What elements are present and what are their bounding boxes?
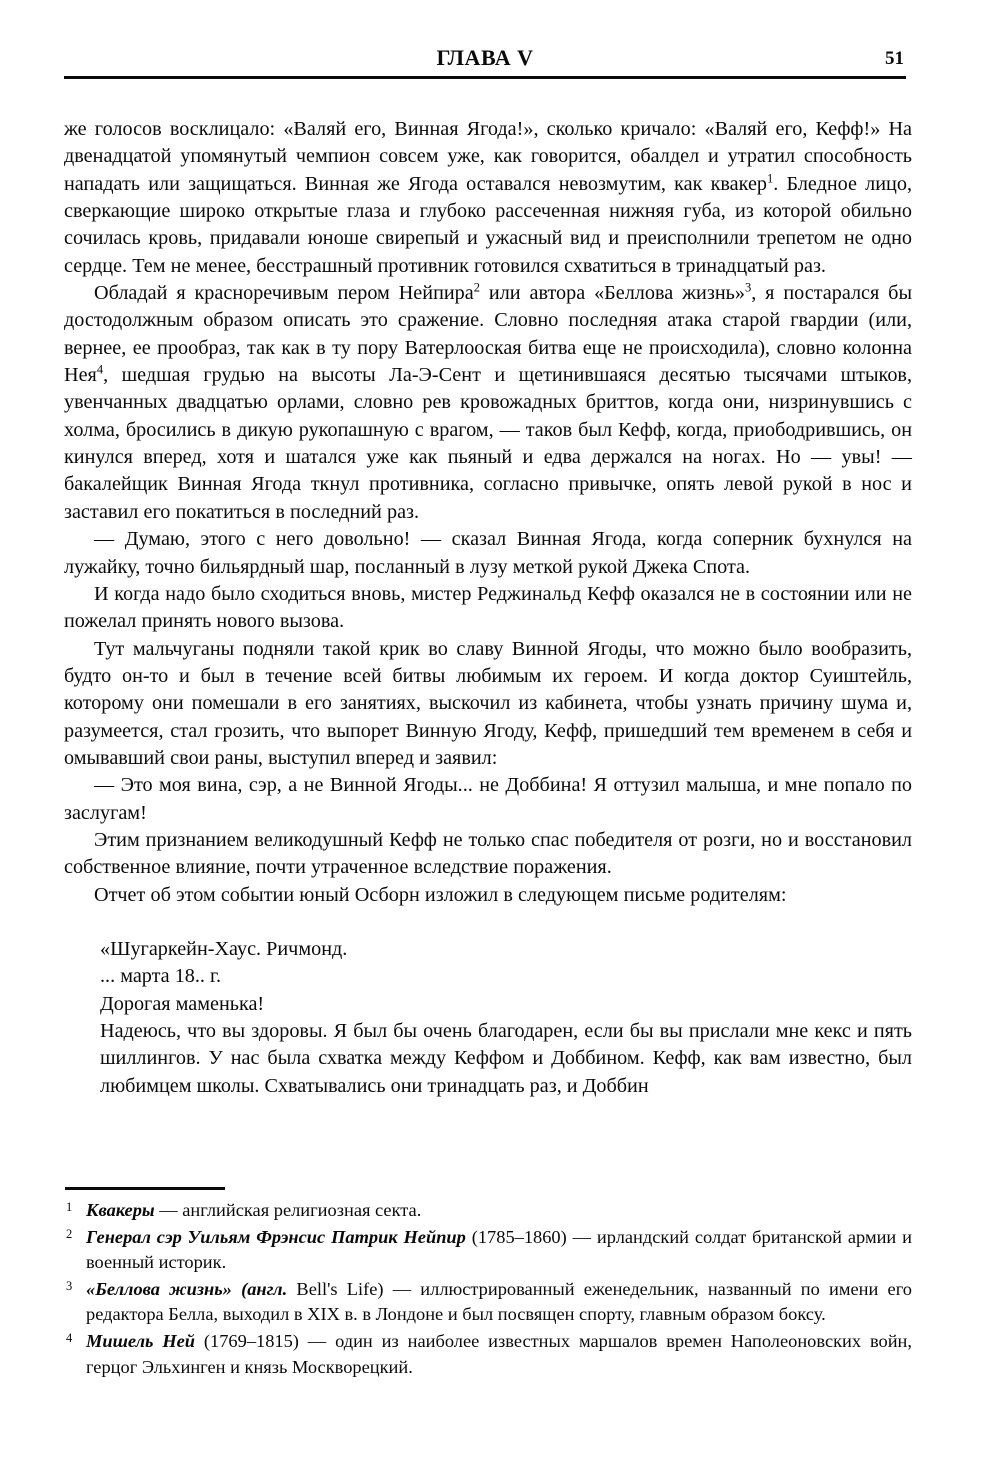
page-number: 51 [885,48,904,69]
footnote-marker: 4 [66,1330,73,1345]
letter-line-salutation: Дорогая маменька! [100,992,265,1015]
paragraph: — Это моя вина, сэр, а не Винной Ягоды... не Доббина! Я оттузил малыша, и мне попало по заслугам! [64,774,912,824]
footnote-item [64,1225,912,1276]
paragraph: Этим признанием великодушный Кефф не только спас победителя от розги, но и восстановил собственное влияние, почти утраченное вследствие поражения. [64,828,912,879]
footnote-separator-rule [65,1187,225,1190]
paragraph: Тут мальчуганы подняли такой крик во славу Винной Ягоды, что можно было вообразить, будто он-то и был в течение всей битвы любимым их героем. И когда доктор Суиштейль, которому они помешали в его занятиях, выскочил из кабинета, чтобы узнать причину шума и, разумеется, стал грозить, что выпорет Винную Ягоду, Кефф, пришедший тем временем в себя и омывавший свои раны, выступил вперед и заявил: [64,637,912,769]
page-title: ГЛАВА V [436,45,534,70]
paragraph-text-cont: или автора «Беллова жизнь» [480,282,745,305]
paragraph-text: же голосов восклицало: «Валяй его, Винная Ягода!», сколько кричало: «Валяй его, Кефф!» На двенадцатой упомянутый чемпион совсем уже, как говорится, обалдел и утратил способность нападать или защищаться. Винная же Ягода оставался невозмутим, как квакер [64,118,912,195]
footnote-text: — английская религиозная секта. [154,1200,422,1220]
footnotes-block [64,1198,912,1381]
paragraph: Отчет об этом событии юный Осборн изложил в следующем письме родителям: [94,883,787,906]
paragraph-text-cont: , шедшая грудью на высоты Ла-Э-Сент и щетинившаяся десятью тысячами штыков, увенчанных двадцатью орлами, словно рев кровожадных бриттов, когда они, низринувшись с холма, бросились в дикую рукопашную с врагом, — таков был Кефф, когда, приободрившись, он кинулся вперед, хотя и шатался уже как пьяный и едва держался на ногах. Но — увы! — бакалейщик Винная Ягода ткнул противника, согласно привычке, опять левой рукой в нос и заставил его покатиться в последний раз. [64,364,912,523]
paragraph: И когда надо было сходиться вновь, мистер Реджинальд Кефф оказался не в состоянии или не пожелал принять нового вызова. [64,582,912,633]
footnote-text: (1785–1860) — ирландский солдат британской армии и военный историк. [86,1226,912,1273]
footnote-text: Bell's Life) — иллюстрированный еженедельник, названный по имени его редактора Белла, выходил в XIX в. в Лондоне и был посвящен спорту, главным образом боксу. [86,1278,913,1325]
paragraph [64,280,912,526]
paragraph [64,116,912,280]
paragraph-text-cont: , я постарался бы достодолжным образом описать это сражение. Словно последняя атака старой гвардии (или, вернее, ее прообраз, так как в ту пору Ватерлооская битва еще не происходила), словно колонна Нея [64,282,913,387]
footnote-ref-3[interactable]: 3 [744,280,752,295]
footnote-ref-4[interactable]: 4 [96,362,104,377]
body-text [64,116,912,1100]
footnote-marker: 3 [66,1278,73,1293]
paragraph-text: Обладай я красноречивым пером Нейпира [94,282,474,305]
header-rule [64,76,906,79]
paragraph-text-cont: . Бледное лицо, сверкающие широко открытые глаза и глубоко рассеченная нижняя губа, из которой обильно сочилась кровь, придавали юноше свирепый и ужасный вид и преисполнили трепетом не одно сердце. Тем не менее, бесстрашный противник готовился схватиться в тринадцатый раз. [64,172,912,277]
footnote-term: «Беллова жизнь» [86,1278,232,1299]
footnote-term: Квакеры [86,1200,155,1220]
letter-line-address: «Шугаркейн-Хаус. Ричмонд. [100,937,348,960]
footnote-item [64,1198,912,1224]
letter-quote [100,936,912,1100]
footnote-term: Мишель Ней [86,1330,196,1351]
letter-line-date: ... марта 18.. г. [100,965,222,988]
footnote-text: (1769–1815) — один из наиболее известных маршалов времен Наполеоновских войн, герцог Эльхинген и князь Москворецкий. [86,1330,912,1377]
footnote-item [64,1277,912,1328]
letter-line-body: Надеюсь, что вы здоровы. Я был бы очень благодарен, если бы вы прислали мне кекс и пять шиллингов. У нас была схватка между Кеффом и Доббином. Кефф, как вам известно, был любимцем школы. Схватывались они тринадцать раз, и Доббин [100,1020,912,1097]
footnote-term: Генерал сэр Уильям Фрэнсис Патрик Нейпир [86,1226,466,1247]
footnote-marker: 2 [66,1226,73,1241]
footnote-ref-1[interactable]: 1 [767,170,774,185]
footnote-item [64,1329,912,1380]
paragraph: — Думаю, этого с него довольно! — сказал Винная Ягода, когда соперник бухнулся на лужайку, точно бильярдный шар, посланный в лузу меткой рукой Джека Спота. [64,528,912,578]
footnote-ref-2[interactable]: 2 [473,280,481,295]
footnote-marker: 1 [66,1200,73,1214]
footnote-lang-label: (англ. [241,1278,288,1299]
